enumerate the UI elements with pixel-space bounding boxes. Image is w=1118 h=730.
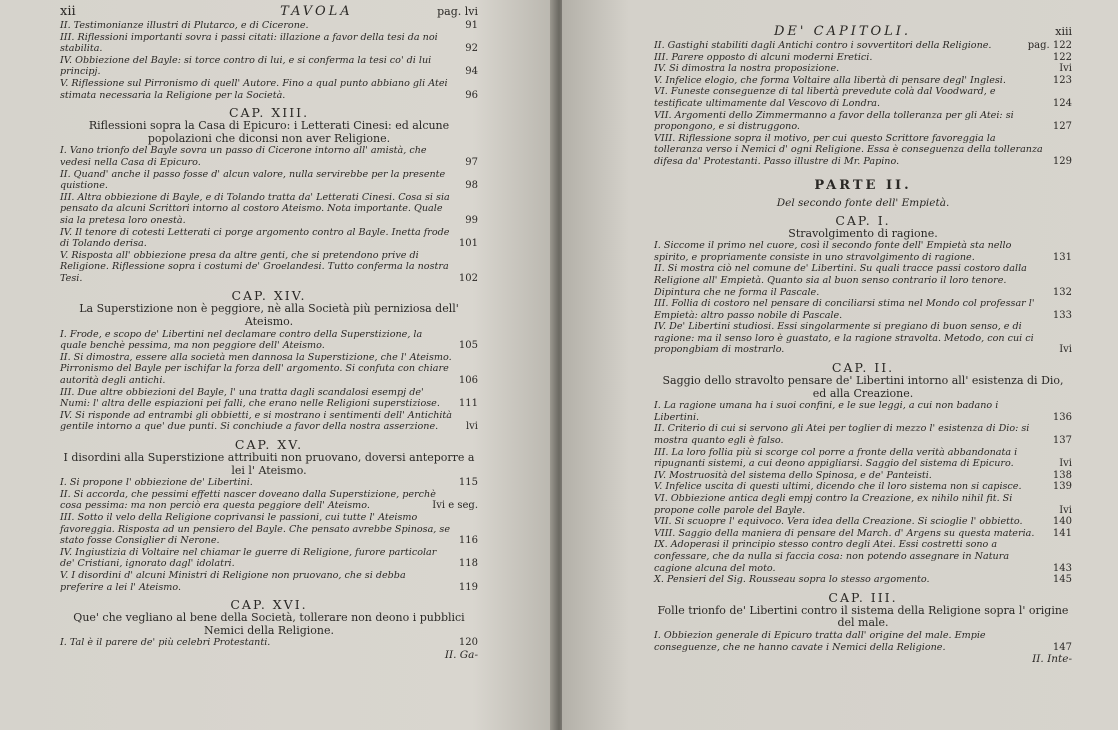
chapter-heading: CAP. XIII. xyxy=(228,105,310,121)
entry-page-number: Ivi xyxy=(1059,504,1072,516)
entry-page-number: 123 xyxy=(1052,74,1072,86)
entry-text: II. Gastighi stabiliti dagli Antichi contro i sovvertitori della Religione. xyxy=(654,40,992,51)
chapter-title: Stravolgimento di ragione. xyxy=(788,226,938,240)
toc-entry xyxy=(60,227,478,250)
entry-page-number: lvi xyxy=(465,421,478,433)
toc-entry xyxy=(654,75,1072,87)
toc-entry xyxy=(60,192,478,227)
toc-entry xyxy=(654,630,1072,653)
toc-entry xyxy=(654,539,1072,574)
right-page xyxy=(562,0,1118,730)
left-page xyxy=(0,0,556,730)
entry-page-number: pag. 122 xyxy=(1027,40,1072,51)
chapter-heading: CAP. XV. xyxy=(234,437,304,452)
entry-text: VI. Funeste conseguenze di tal libertà prevedute colà dal Voodward, e testificate ultimamente dal Vescovo di Londra. xyxy=(654,86,996,109)
entry-page-number: 129 xyxy=(1052,155,1072,167)
toc-entry xyxy=(654,52,1072,64)
entry-page-number: 102 xyxy=(458,272,478,284)
entry-text: III. Due altre obbiezioni del Bayle, l' una tratta dagli scandalosi esempj de' Numi: l' altra delle espiazioni pei falli, che erano nelle Religioni superstiziose. xyxy=(60,386,440,410)
toc-entry xyxy=(60,20,478,32)
entry-page-number: 127 xyxy=(1052,121,1072,133)
toc-entry xyxy=(654,40,1072,52)
toc-entry xyxy=(60,352,478,387)
entry-page-number: 105 xyxy=(458,340,478,352)
toc-entry xyxy=(60,78,478,101)
entry-text: VIII. Saggio della maniera di pensare del March. d' Argens su questa materia. xyxy=(654,527,1035,539)
running-head xyxy=(60,4,478,20)
entry-text: II. Criterio di cui si servono gli Atei per toglier di mezzo l' esistenza di Dio: si mostra quanto egli è falso. xyxy=(654,423,1030,447)
toc-entry xyxy=(654,133,1072,168)
entry-list xyxy=(654,400,1072,586)
toc-entry xyxy=(60,570,478,593)
entry-text: VIII. Riflessione sopra il motivo, per cui questo Scrittore favoreggia la tolleranza verso i Nemici d' ogni Religione. Essa è conseguenza della tolleranza difesa da' Protestanti. Passo illustre di Mr. Papino. xyxy=(654,132,1043,167)
chapter-title: Riflessioni sopra la Casa di Epicuro: i Letterati Cinesi: ed alcune popolazioni che diconsi non aver Religione. xyxy=(88,119,450,145)
entry-text: IV. Mostruosità del sistema dello Spinosa, e de' Panteisti. xyxy=(654,469,932,481)
entry-text: II. Testimonianze illustri di Plutarco, e di Cicerone. xyxy=(60,20,309,31)
running-title: TAVOLA xyxy=(280,4,353,19)
running-title: DE' CAPITOLI. xyxy=(774,24,912,39)
entry-page-number: 139 xyxy=(1052,481,1072,493)
entry-text: III. Sotto il velo della Religione coprivansi le passioni, cui tutte l' Ateismo favoreggia. Risposta ad un pensiero del Bayle. Che pensato avrebbe Spinosa, se stato fosse Consiglier di Nerone. xyxy=(60,511,451,547)
entry-text: VII. Si scuopre l' equivoco. Vera idea della Creazione. Si scioglie l' obbietto. xyxy=(654,516,1023,528)
toc-entry xyxy=(654,470,1072,482)
left-page-content xyxy=(60,4,478,661)
chapter-title: Saggio dello stravolto pensare de' Libertini intorno all' esistenza di Dio, ed alla Creazione. xyxy=(662,374,1064,400)
toc-entry xyxy=(60,55,478,78)
chapter-title: I disordini alla Superstizione attribuiti non pruovano, doversi anteporre a lei l' Ateismo. xyxy=(63,451,475,477)
entry-text: V. Riflessione sul Pirronismo di quell' Autore. Fino a qual punto abbiano gli Atei stimata necessaria la Religione per la Società. xyxy=(60,77,448,101)
toc-entry xyxy=(654,263,1072,298)
entry-text: IV. Si dimostra la nostra proposizione. xyxy=(654,63,840,75)
chapter-heading: CAP. II. xyxy=(831,360,895,376)
entry-page-number: 122 xyxy=(1052,51,1072,63)
entry-page-number: 138 xyxy=(1052,469,1072,481)
entry-list xyxy=(654,40,1072,168)
entry-text: III. Follia di costoro nel pensare di conciliarsi stima nel Mondo col professar l' Empietà: altro passo nobile di Pascale. xyxy=(654,298,1035,321)
toc-entry xyxy=(60,477,478,489)
page-roman-number: xii xyxy=(60,4,76,19)
entry-page-number: Ivi xyxy=(1059,458,1072,470)
toc-entry xyxy=(60,512,478,547)
part-heading: PARTE II. xyxy=(814,177,912,193)
entry-page-number: 119 xyxy=(458,581,478,593)
entry-text: I. Si propone l' obbiezione de' Libertini. xyxy=(60,477,253,489)
entry-text: X. Pensieri del Sig. Rousseau sopra lo stesso argomento. xyxy=(654,574,930,586)
toc-entry xyxy=(60,145,478,168)
entry-text: V. Risposta all' obbiezione presa da altre genti, che si pretendono prive di Religione. Riflessione sopra i costumi de' Groelandesi. Tutto conferma la nostra Tesi. xyxy=(60,249,449,284)
entry-page-number: 115 xyxy=(458,477,478,489)
entry-page-number: 91 xyxy=(465,20,478,31)
toc-entry xyxy=(60,489,478,512)
toc-entry xyxy=(60,169,478,192)
entry-page-number: 97 xyxy=(465,156,478,168)
entry-text: IV. Il tenore di cotesti Letterati ci porge argomento contro al Bayle. Inetta frode di Tolando derisa. xyxy=(60,226,450,250)
running-head xyxy=(654,24,1072,40)
entry-list xyxy=(60,637,478,649)
entry-list xyxy=(60,20,478,101)
toc-entry xyxy=(654,574,1072,586)
entry-text: II. Si mostra ciò nel comune de' Libertini. Su quali tracce passi costoro dalla Religione all' Empietà. Quanto sia al buon senso contrario il loro tenore. Dipintura che ne forma il Pascale. xyxy=(654,263,1027,298)
entry-text: V. I disordini d' alcuni Ministri di Religione non pruovano, che si debba preferire a lei l' Ateismo. xyxy=(60,569,406,593)
entry-page-number: 92 xyxy=(465,43,478,55)
entry-page-number: 118 xyxy=(458,558,478,570)
entry-page-number: 101 xyxy=(458,238,478,250)
toc-entry xyxy=(654,240,1072,263)
entry-text: IV. Si risponde ad entrambi gli obbietti, e si mostrano i sentimenti dell' Antichità gentile intorno a que' due punti. Si conchiude a favor della nostra asserzione. xyxy=(60,409,453,433)
entry-page-number: 120 xyxy=(458,637,478,649)
entry-page-number: 111 xyxy=(458,398,478,410)
entry-page-number: Ivi xyxy=(1059,63,1072,75)
entry-page-number: 94 xyxy=(465,66,478,78)
entry-page-number: 131 xyxy=(1052,251,1072,263)
entry-text: I. Obbiezion generale di Epicuro tratta dall' origine del male. Empie conseguenze, che ne hanno cavate i Nemici della Religione. xyxy=(654,629,986,653)
entry-text: II. Quand' anche il passo fosse d' alcun valore, nulla servirebbe per la presente quistione. xyxy=(60,168,446,192)
toc-entry xyxy=(654,528,1072,540)
entry-page-number: 141 xyxy=(1052,527,1072,539)
toc-entry xyxy=(654,400,1072,423)
toc-entry xyxy=(654,493,1072,516)
entry-text: VII. Argomenti dello Zimmermanno a favor della tolleranza per gli Atei: si propongono, e si distruggono. xyxy=(654,109,1014,133)
entry-text: III. La loro follia più si scorge col porre a fronte della verità abbandonata i ripugnanti sistemi, a cui deono appigliarsi. Saggio del sistema di Epicuro. xyxy=(654,446,1018,470)
chapter-heading: CAP. XVI. xyxy=(230,597,308,613)
entry-text: IV. Obbiezione del Bayle: si torce contro di lui, e si conferma la tesi co' di lui principj. xyxy=(60,54,432,78)
entry-text: V. Infelice uscita di questi ultimi, dicendo che il loro sistema non si capisce. xyxy=(654,481,1022,493)
entry-text: I. Frode, e scopo de' Libertini nel declamare contro della Superstizione, la quale benchè pessima, ma non peggiore dell' Ateismo. xyxy=(60,328,423,352)
entry-text: III. Altra obbiezione di Bayle, e di Tolando tratta da' Letterati Cinesi. Cosa si sia pensato da alcuni Scrittori intorno al costoro Ateismo. Nota importante. Quale sia la pretesa loro onestà. xyxy=(60,191,450,226)
chapter-title: La Superstizione non è peggiore, nè alla Società più perniziosa dell' Ateismo. xyxy=(79,302,459,329)
entry-page-number: Ivi e seg. xyxy=(432,500,478,512)
entry-list xyxy=(60,145,478,284)
entry-page-number: 132 xyxy=(1052,286,1072,298)
entry-list xyxy=(654,630,1072,653)
entry-text: I. La ragione umana ha i suoi confini, e le sue leggi, a cui non badano i Libertini. xyxy=(654,400,999,423)
toc-entry xyxy=(654,447,1072,470)
entry-text: III. Parere opposto di alcuni moderni Eretici. xyxy=(654,51,873,63)
entry-page-number: 140 xyxy=(1052,516,1072,528)
entry-text: IV. Ingiustizia di Voltaire nel chiamar le guerre di Religione, furore particolar de' Cristiani, ignorato dagl' idolatri. xyxy=(60,546,437,570)
toc-entry xyxy=(60,329,478,352)
toc-entry xyxy=(654,110,1072,133)
toc-entry xyxy=(654,423,1072,446)
entry-page-number: 143 xyxy=(1052,562,1072,574)
toc-entry xyxy=(60,250,478,285)
toc-entry xyxy=(654,86,1072,109)
entry-text: II. Si dimostra, essere alla società men dannosa la Superstizione, che l' Ateismo. Pirronismo del Bayle per ischifar la forza dell' argomento. Si confuta con chiare autorità degli antichi. xyxy=(60,351,452,387)
entry-text: I. Siccome il primo nel cuore, così il secondo fonte dell' Empietà sta nello spirito, e propriamente consiste in uno stravolgimento di ragione. xyxy=(654,240,1012,263)
entry-page-number: 147 xyxy=(1052,641,1072,653)
entry-page-number: 106 xyxy=(458,375,478,387)
toc-entry xyxy=(60,410,478,433)
entry-page-number: 136 xyxy=(1052,411,1072,423)
entry-page-number: 99 xyxy=(465,214,478,226)
entry-text: II. Si accorda, che pessimi effetti nascer doveano dalla Superstizione, perchè cosa pessima: ma non perciò era questa peggiore dell' Ateismo. xyxy=(60,488,436,512)
toc-entry xyxy=(654,63,1072,75)
entry-text: III. Riflessioni importanti sovra i passi citati: illazione a favor della tesi da noi stabilita. xyxy=(60,31,438,55)
toc-entry xyxy=(60,637,478,649)
entry-text: VI. Obbiezione antica degli empj contro la Creazione, ex nihilo nihil fit. Si propone colle parole del Bayle. xyxy=(654,493,1013,516)
page-number: xiii xyxy=(1055,25,1072,38)
entry-page-number: 124 xyxy=(1052,97,1072,109)
entry-page-number: 98 xyxy=(465,180,478,192)
page-number: pag. lvi xyxy=(437,5,478,18)
chapter-title: Folle trionfo de' Libertini contro il sistema della Religione sopra l' origine del male. xyxy=(657,603,1069,630)
chapter-heading: CAP. I. xyxy=(835,212,891,228)
entry-page-number: 145 xyxy=(1052,574,1072,586)
entry-list xyxy=(60,477,478,593)
catchword: II. Ga- xyxy=(444,648,478,661)
chapter-title: Que' che vegliano al bene della Società, tollerare non deono i pubblici Nemici della Religione. xyxy=(73,611,465,637)
toc-entry xyxy=(654,321,1072,356)
entry-page-number: 116 xyxy=(458,535,478,547)
toc-entry xyxy=(654,481,1072,493)
entry-text: I. Vano trionfo del Bayle sovra un passo di Cicerone intorno all' amistà, che vedesi nella Casa di Epicuro. xyxy=(60,145,427,168)
entry-page-number: Ivi xyxy=(1059,344,1072,356)
entry-page-number: 96 xyxy=(465,89,478,101)
entry-list xyxy=(654,240,1072,356)
entry-text: V. Infelice elogio, che forma Voltaire alla libertà di pensare degl' Inglesi. xyxy=(654,74,1006,86)
toc-entry xyxy=(654,298,1072,321)
toc-entry xyxy=(60,547,478,570)
entry-page-number: 133 xyxy=(1052,309,1072,321)
entry-text: I. Tal è il parere de' più celebri Protestanti. xyxy=(60,637,271,649)
entry-text: IV. De' Libertini studiosi. Essi singolarmente si pregiano di buon senso, e di ragione: ma il senso loro è guastato, e la ragione stravolta. Metodo, con cui ci propongbiam di mostrarlo. xyxy=(654,321,1034,356)
toc-entry xyxy=(60,387,478,410)
toc-entry xyxy=(60,32,478,55)
catchword: II. Inte- xyxy=(1032,653,1072,666)
part-subtitle: Del secondo fonte dell' Empietà. xyxy=(776,196,950,209)
chapter-heading: CAP. XIV. xyxy=(231,288,307,304)
toc-entry xyxy=(654,516,1072,528)
entry-list xyxy=(60,329,478,433)
entry-text: IX. Adoperasi il principio stesso contro degli Atei. Essi costretti sono a confessare, che da nulla si faccia cosa: non potendo assegnare in Natura cagione alcuna del moto. xyxy=(654,539,1010,574)
entry-page-number: 137 xyxy=(1052,435,1072,447)
chapter-heading: CAP. III. xyxy=(828,589,898,605)
right-page-content xyxy=(654,24,1072,665)
